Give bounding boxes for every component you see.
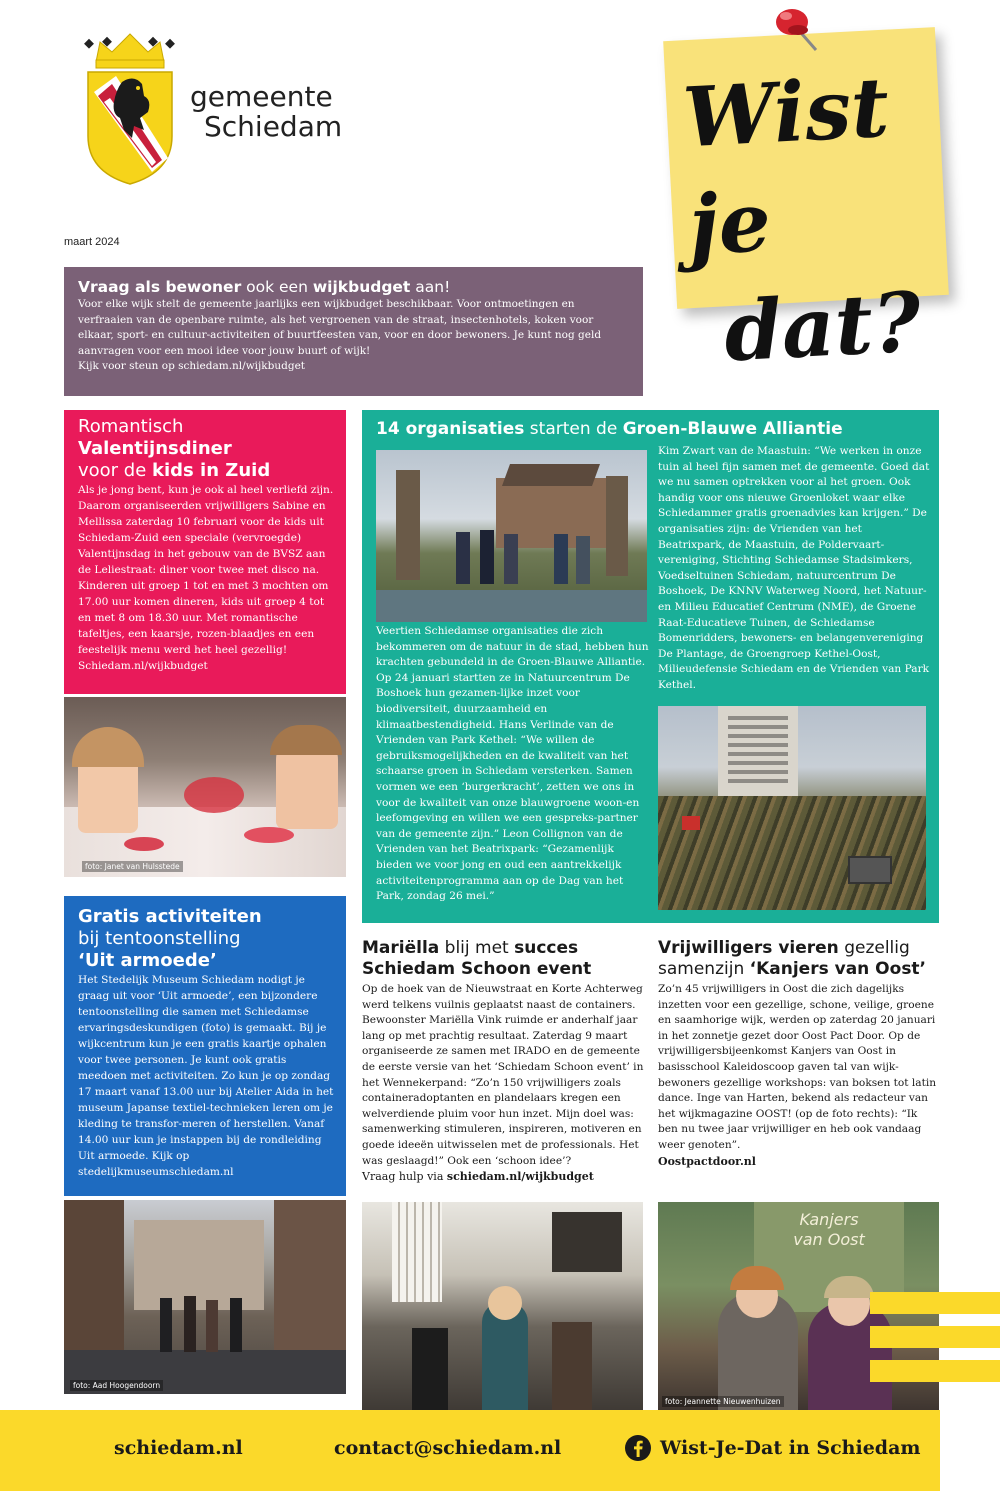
note-line-2: dat?	[721, 274, 924, 381]
kanjers-banner-line-2: van Oost	[793, 1230, 865, 1249]
schoon-article	[362, 938, 644, 1185]
valentijn-photo-credit: foto: Janet van Hulsstede	[82, 861, 183, 872]
footer-email[interactable]: contact@schiedam.nl	[334, 1437, 562, 1459]
schoon-title-bold-1: Mariëlla	[362, 938, 440, 958]
armoede-body: Het Stedelijk Museum Schiedam nodigt je graag uit voor ‘Uit armoede’, een bijzondere tentoonstelling die samen met Schiedamse ervaringsdeskundigen (foto) is gemaakt. Bij je wijkcentrum kun je een gratis kaartje ophalen voor twee personen. Je kunt ook gratis meedoen met activiteiten. Zo kun je op zondag 17 maart vanaf 13.00 uur bij Atelier Aida in het museum Japanse textiel-technieken leren om je kleding te transfor-meren of herstellen. Vanaf 14.00 uur kun je instappen bij de rondleiding Uit armoede. Kijk op stedelijkmuseumschiedam.nl	[78, 974, 334, 1178]
wijkbudget-title-bold-2: wijkbudget	[312, 278, 411, 296]
schoon-link[interactable]: schiedam.nl/wijkbudget	[446, 1170, 594, 1184]
wijkbudget-title-bold-1: Vraag als bewoner	[78, 278, 242, 296]
schoon-title-bold-2: succes	[514, 938, 579, 958]
facebook-icon[interactable]	[624, 1434, 652, 1462]
armoede-photo	[64, 1200, 346, 1394]
kanjers-banner-line-1: Kanjers	[799, 1210, 859, 1229]
alliantie-garden-photo	[658, 706, 926, 910]
schoon-body: Op de hoek van de Nieuwstraat en Korte Achterweg werd telkens vuilnis geplaatst naast de containers. Bewoonster Mariëlla Vink ruimde er anderhalf jaar lang op met prachtig resultaat. Zaterdag 9 maart organiseerde ze samen met IRADO en de gemeente de eerste versie van het ‘Schiedam Schoon event’ in het Wennekerpand: “Zo’n 150 vrijwilligers zoals containeradoptanten en plandelaars kregen een welverdiende pluim voor hun inzet. Mijn doel was: samenwerking stimuleren, inspireren, motiveren en goede ideeën uitwisselen met de professionals. Het was geslaagd!” Ook een ‘schoon idee’?	[362, 983, 644, 1167]
wijkbudget-panel	[64, 267, 643, 396]
armoede-photo-credit: foto: Aad Hoogendoorn	[70, 1380, 163, 1391]
valentijn-title-line-2: Valentijnsdiner	[78, 438, 232, 459]
alliantie-panel	[362, 410, 939, 923]
alliantie-group-photo	[376, 450, 647, 622]
armoede-title-line-3: ‘Uit armoede’	[78, 950, 217, 971]
valentijn-body: Als je jong bent, kun je ook al heel verliefd zijn. Daarom organiseerden vrijwilligers Sabine en Mellissa zaterdag 10 februari voor de kids uit Schiedam-Zuid een speciale (vervroegde) Valentijnsdag in het gebouw van de BVSZ aan de Leliestraat: diner voor twee met disco na. Kinderen uit groep 1 tot en met 3 mochten om 17.00 uur komen dineren, kids uit groep 4 tot en met 8 om 18.30 uur. Met romantische tafeltjes, een kaarsje, rozen-blaadjes en een feestelijk menu werd het heel gezellig! Schiedam.nl/wijkbudget	[78, 484, 334, 672]
logo-line-2: Schiedam	[204, 110, 343, 143]
issue-date: maart 2024	[64, 236, 120, 248]
schoon-photo	[362, 1202, 643, 1410]
alliantie-title-bold-2: Groen-Blauwe Alliantie	[622, 419, 843, 439]
kanjers-article	[658, 938, 940, 1170]
logo[interactable]	[82, 26, 362, 186]
wijkbudget-body: Voor elke wijk stelt de gemeente jaarlijks een wijkbudget beschikbaar. Voor ontmoetingen en verfraaien van de openbare ruimte, als het vergroenen van de straat, insectenhotels, koken voor elkaar, sport- en cultuur-activiteiten of buurtfeesten van, voor en door bewoners. Je kunt nog geld aanvragen voor een mooi idee voor jouw buurt of wijk!	[78, 298, 602, 357]
valentijn-panel	[64, 410, 346, 694]
kanjers-title-regular-2: samenzijn	[658, 959, 750, 979]
armoede-title-line-1: Gratis activiteiten	[78, 906, 262, 927]
valentijn-title-line-1: Romantisch	[78, 416, 184, 437]
logo-line-1: gemeente	[190, 80, 333, 113]
kanjers-title-regular-1: gezellig	[838, 938, 910, 958]
decorative-stripe-2	[870, 1326, 1000, 1348]
wijkbudget-title-regular-1: ook een	[241, 278, 313, 296]
alliantie-title-bold-1: 14 organisaties	[376, 419, 525, 439]
armoede-panel	[64, 896, 346, 1196]
pushpin-icon	[766, 0, 826, 56]
decorative-stripe-3	[870, 1360, 1000, 1382]
valentijn-photo	[64, 697, 346, 877]
valentijn-title-line-3-regular: voor de	[78, 460, 153, 481]
note-line-1: Wist je	[680, 59, 892, 275]
decorative-stripe-1	[870, 1292, 1000, 1314]
kanjers-photo-credit: foto: Jeannette Nieuwenhuizen	[662, 1396, 784, 1407]
kanjers-link[interactable]: Oostpactdoor.nl	[658, 1154, 756, 1168]
wijkbudget-link[interactable]: Kijk voor steun op schiedam.nl/wijkbudget	[78, 360, 306, 372]
kanjers-title-bold-2: ‘Kanjers van Oost’	[749, 959, 927, 979]
armoede-title-line-2: bij tentoonstelling	[78, 928, 241, 949]
schoon-title-line-2: Schiedam Schoon event	[362, 959, 592, 979]
alliantie-title-regular: starten de	[524, 419, 623, 439]
sticky-note	[663, 27, 949, 381]
wijkbudget-title-regular-2: aan!	[410, 278, 451, 296]
valentijn-title-line-3-bold: kids in Zuid	[152, 460, 271, 481]
footer-website[interactable]: schiedam.nl	[114, 1437, 243, 1459]
footer-facebook[interactable]: Wist-Je-Dat in Schiedam	[660, 1437, 921, 1459]
kanjers-title-bold-1: Vrijwilligers vieren	[658, 938, 839, 958]
schoon-link-prefix: Vraag hulp via	[362, 1170, 447, 1184]
alliantie-body-right: Kim Zwart van de Maastuin: “We werken in onze tuin al heel fijn samen met de gemeente. Goed dat we nu samen optrekken voor al het groen. Ook handig voor ons nieuwe Groenloket waar elke Schiedammer gratis groenadvies kan krijgen.” De organisaties zijn: de Vrienden van het Beatrixpark, de Maastuin, de Poldervaart-vereniging, Stichting Schiedamse Stadsimkers, Voedseltuinen Schiedam, natuurcentrum De Boshoek, De KNNV Waterweg Noord, het Natuur- en Milieu Educatief Centrum (NME), de Groene Raat-Educatieve Tuinen, de Schiedamse Bomenridders, bewoners- en belangenvereniging De Plantage, de Groengroep Kethel-Oost, Milieudefensie Schiedam en de Vrienden van Park Kethel.	[658, 445, 930, 691]
kanjers-body: Zo’n 45 vrijwilligers in Oost die zich dagelijks inzetten voor een gezellige, schone, veilige, groene en saamhorige wijk, werden op zaterdag 20 januari in het zonnetje gezet door Oost Pact Door. Op de vrijwilligersbijeenkomst Kanjers van Oost in basisschool Kaleidoscoop gaven tal van wijk-bewoners gezellige workshops: van boksen tot latin dance. Inge van Harten, bekend als redacteur van het wijkmagazine OOST! (op de foto rechts): “Ik ben nu twee jaar vrijwilliger en heb ook vandaag weer genoten”.	[658, 983, 937, 1151]
footer	[0, 1410, 940, 1491]
coat-of-arms-icon	[82, 26, 178, 186]
schoon-title-regular-1: blij met	[439, 938, 515, 958]
alliantie-body-left: Veertien Schiedamse organisaties die zich bekommeren om de natuur in de stad, hebben hun krachten gebundeld in de Groen-Blauwe Alliantie. Op 24 januari startten ze in Natuurcentrum De Boshoek hun gezamen-lijke inzet voor biodiversiteit, duurzaamheid en klimaatbestendigheid. Hans Verlinde van de Vrienden van Park Kethel: “We willen de gebruiksmogelijkheden en de kwaliteit van het schaarse groen in Schiedam versterken. Samen vormen we een ‘burgerkracht’, zetten we ons in voor de kwaliteit van onze blauwgroene woon-en leefomgeving en willen we een gespreks-partner van de gemeente zijn.” Leon Collignon van de Vrienden van het Beatrixpark: “Gezamenlijk bieden we voor jong en oud een aantrekkelijk activiteitenprogramma aan op de Dag van het Park, zondag 26 mei.”	[376, 625, 649, 903]
